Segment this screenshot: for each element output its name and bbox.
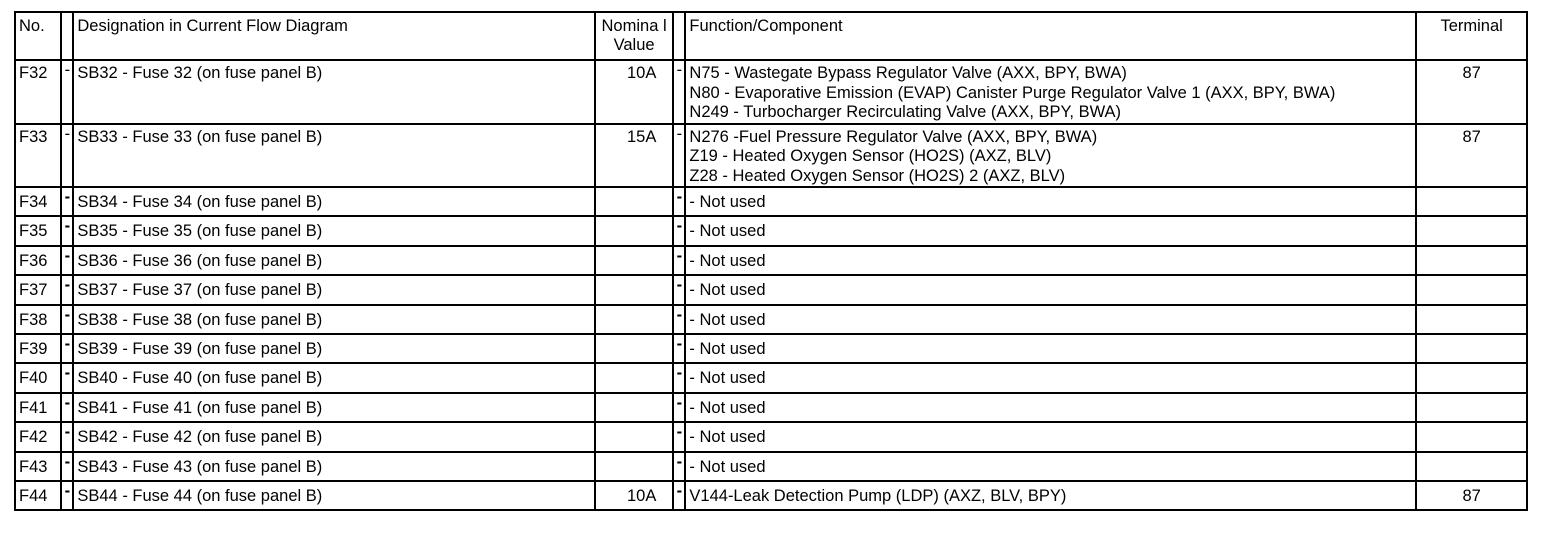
table-row xyxy=(15,452,1527,481)
nominal-value xyxy=(595,422,674,451)
fuse-number: F39 xyxy=(15,334,61,363)
designation: SB38 - Fuse 38 (on fuse panel B) xyxy=(73,305,594,334)
function-line: N276 -Fuel Pressure Regulator Valve (AXX, BPY, BWA) xyxy=(689,127,1098,146)
designation: SB39 - Fuse 39 (on fuse panel B) xyxy=(73,334,594,363)
designation: SB32 - Fuse 32 (on fuse panel B) xyxy=(73,60,594,124)
separator-dash: - xyxy=(61,187,73,216)
function-component xyxy=(685,275,1416,304)
separator-dash: - xyxy=(673,305,685,334)
separator-dash: - xyxy=(61,246,73,275)
terminal xyxy=(1416,246,1527,275)
function-line: - Not used xyxy=(689,193,766,211)
function-component xyxy=(685,481,1416,510)
table-row xyxy=(15,422,1527,451)
function-line: - Not used xyxy=(689,310,766,329)
terminal: 87 xyxy=(1416,481,1527,510)
separator-dash: - xyxy=(61,481,73,510)
separator-dash: - xyxy=(61,60,73,124)
fuse-number: F37 xyxy=(15,275,61,304)
function-component xyxy=(685,334,1416,363)
function-component xyxy=(685,422,1416,451)
fuse-number: F36 xyxy=(15,246,61,275)
table-row xyxy=(15,481,1527,510)
separator-dash: - xyxy=(673,452,685,481)
terminal xyxy=(1416,305,1527,334)
separator-dash: - xyxy=(61,422,73,451)
header-spacer xyxy=(673,12,685,60)
designation: SB44 - Fuse 44 (on fuse panel B) xyxy=(73,481,594,510)
function-line: Z28 - Heated Oxygen Sensor (HO2S) 2 (AXZ, BLV) xyxy=(689,166,1066,185)
fuse-number: F41 xyxy=(15,393,61,422)
nominal-value xyxy=(595,246,674,275)
table-row xyxy=(15,246,1527,275)
terminal xyxy=(1416,275,1527,304)
table-row xyxy=(15,334,1527,363)
separator-dash: - xyxy=(673,60,685,124)
table-row xyxy=(15,60,1527,124)
fuse-number: F42 xyxy=(15,422,61,451)
nominal-value: 15A xyxy=(595,124,674,188)
function-line: V144-Leak Detection Pump (LDP) (AXZ, BLV, BPY) xyxy=(689,486,1067,505)
table-body xyxy=(15,60,1527,510)
nominal-value xyxy=(595,216,674,245)
separator-dash: - xyxy=(61,363,73,392)
nominal-value xyxy=(595,275,674,304)
table-row xyxy=(15,305,1527,334)
separator-dash: - xyxy=(673,334,685,363)
terminal xyxy=(1416,216,1527,245)
header-terminal: Terminal xyxy=(1416,12,1527,60)
function-line: - Not used xyxy=(689,281,766,300)
table-row xyxy=(15,393,1527,422)
nominal-value: 10A xyxy=(595,481,674,510)
table-row xyxy=(15,216,1527,245)
function-line: - Not used xyxy=(689,398,766,417)
fuse-number: F44 xyxy=(15,481,61,510)
designation: SB34 - Fuse 34 (on fuse panel B) xyxy=(73,187,594,216)
function-line: - Not used xyxy=(689,428,766,447)
function-line: Z19 - Heated Oxygen Sensor (HO2S) (AXZ, BLV) xyxy=(689,147,1052,165)
table-row xyxy=(15,124,1527,188)
separator-dash: - xyxy=(61,305,73,334)
function-line: - Not used xyxy=(689,339,766,358)
header-function: Function/Component xyxy=(685,12,1416,60)
function-component xyxy=(685,124,1416,188)
header-nominal-value: Nomina l Value xyxy=(595,12,674,60)
separator-dash: - xyxy=(61,216,73,245)
fuse-number: F32 xyxy=(15,60,61,124)
separator-dash: - xyxy=(673,422,685,451)
separator-dash: - xyxy=(61,275,73,304)
fuse-number: F38 xyxy=(15,305,61,334)
terminal xyxy=(1416,422,1527,451)
fuse-number: F35 xyxy=(15,216,61,245)
nominal-value xyxy=(595,452,674,481)
fuse-number: F40 xyxy=(15,363,61,392)
function-line: - Not used xyxy=(689,222,766,241)
nominal-value xyxy=(595,187,674,216)
designation: SB33 - Fuse 33 (on fuse panel B) xyxy=(73,124,594,188)
nominal-value xyxy=(595,305,674,334)
terminal: 87 xyxy=(1416,60,1527,124)
function-line: - Not used xyxy=(689,251,766,270)
separator-dash: - xyxy=(673,481,685,510)
designation: SB42 - Fuse 42 (on fuse panel B) xyxy=(73,422,594,451)
separator-dash: - xyxy=(61,452,73,481)
designation: SB43 - Fuse 43 (on fuse panel B) xyxy=(73,452,594,481)
fuse-number: F34 xyxy=(15,187,61,216)
table-row xyxy=(15,187,1527,216)
separator-dash: - xyxy=(673,393,685,422)
designation: SB36 - Fuse 36 (on fuse panel B) xyxy=(73,246,594,275)
nominal-value: 10A xyxy=(595,60,674,124)
function-component xyxy=(685,452,1416,481)
terminal xyxy=(1416,187,1527,216)
table-row xyxy=(15,275,1527,304)
function-component xyxy=(685,60,1416,124)
header-designation: Designation in Current Flow Diagram xyxy=(73,12,594,60)
function-component xyxy=(685,363,1416,392)
nominal-value xyxy=(595,334,674,363)
fuse-number: F43 xyxy=(15,452,61,481)
designation: SB40 - Fuse 40 (on fuse panel B) xyxy=(73,363,594,392)
separator-dash: - xyxy=(673,216,685,245)
designation: SB41 - Fuse 41 (on fuse panel B) xyxy=(73,393,594,422)
separator-dash: - xyxy=(673,246,685,275)
nominal-value xyxy=(595,363,674,392)
function-component xyxy=(685,246,1416,275)
fuse-number: F33 xyxy=(15,124,61,188)
terminal xyxy=(1416,393,1527,422)
terminal xyxy=(1416,452,1527,481)
function-line: N249 - Turbocharger Recirculating Valve (AXX, BPY, BWA) xyxy=(689,103,1122,121)
separator-dash: - xyxy=(673,363,685,392)
function-line: - Not used xyxy=(689,457,766,476)
table-header-row xyxy=(15,12,1527,60)
separator-dash: - xyxy=(673,187,685,216)
terminal xyxy=(1416,334,1527,363)
function-component xyxy=(685,305,1416,334)
header-spacer xyxy=(61,12,73,60)
function-component xyxy=(685,216,1416,245)
separator-dash: - xyxy=(673,124,685,188)
nominal-value xyxy=(595,393,674,422)
terminal: 87 xyxy=(1416,124,1527,188)
function-line: N75 - Wastegate Bypass Regulator Valve (AXX, BPY, BWA) xyxy=(689,64,1127,82)
designation: SB35 - Fuse 35 (on fuse panel B) xyxy=(73,216,594,245)
fuse-table xyxy=(14,11,1528,511)
function-component xyxy=(685,187,1416,216)
separator-dash: - xyxy=(673,275,685,304)
separator-dash: - xyxy=(61,393,73,422)
terminal xyxy=(1416,363,1527,392)
separator-dash: - xyxy=(61,124,73,188)
function-line: N80 - Evaporative Emission (EVAP) Canister Purge Regulator Valve 1 (AXX, BPY, BWA) xyxy=(689,83,1336,102)
function-component xyxy=(685,393,1416,422)
header-no: No. xyxy=(15,12,61,60)
table-row xyxy=(15,363,1527,392)
designation: SB37 - Fuse 37 (on fuse panel B) xyxy=(73,275,594,304)
separator-dash: - xyxy=(61,334,73,363)
function-line: - Not used xyxy=(689,369,766,388)
